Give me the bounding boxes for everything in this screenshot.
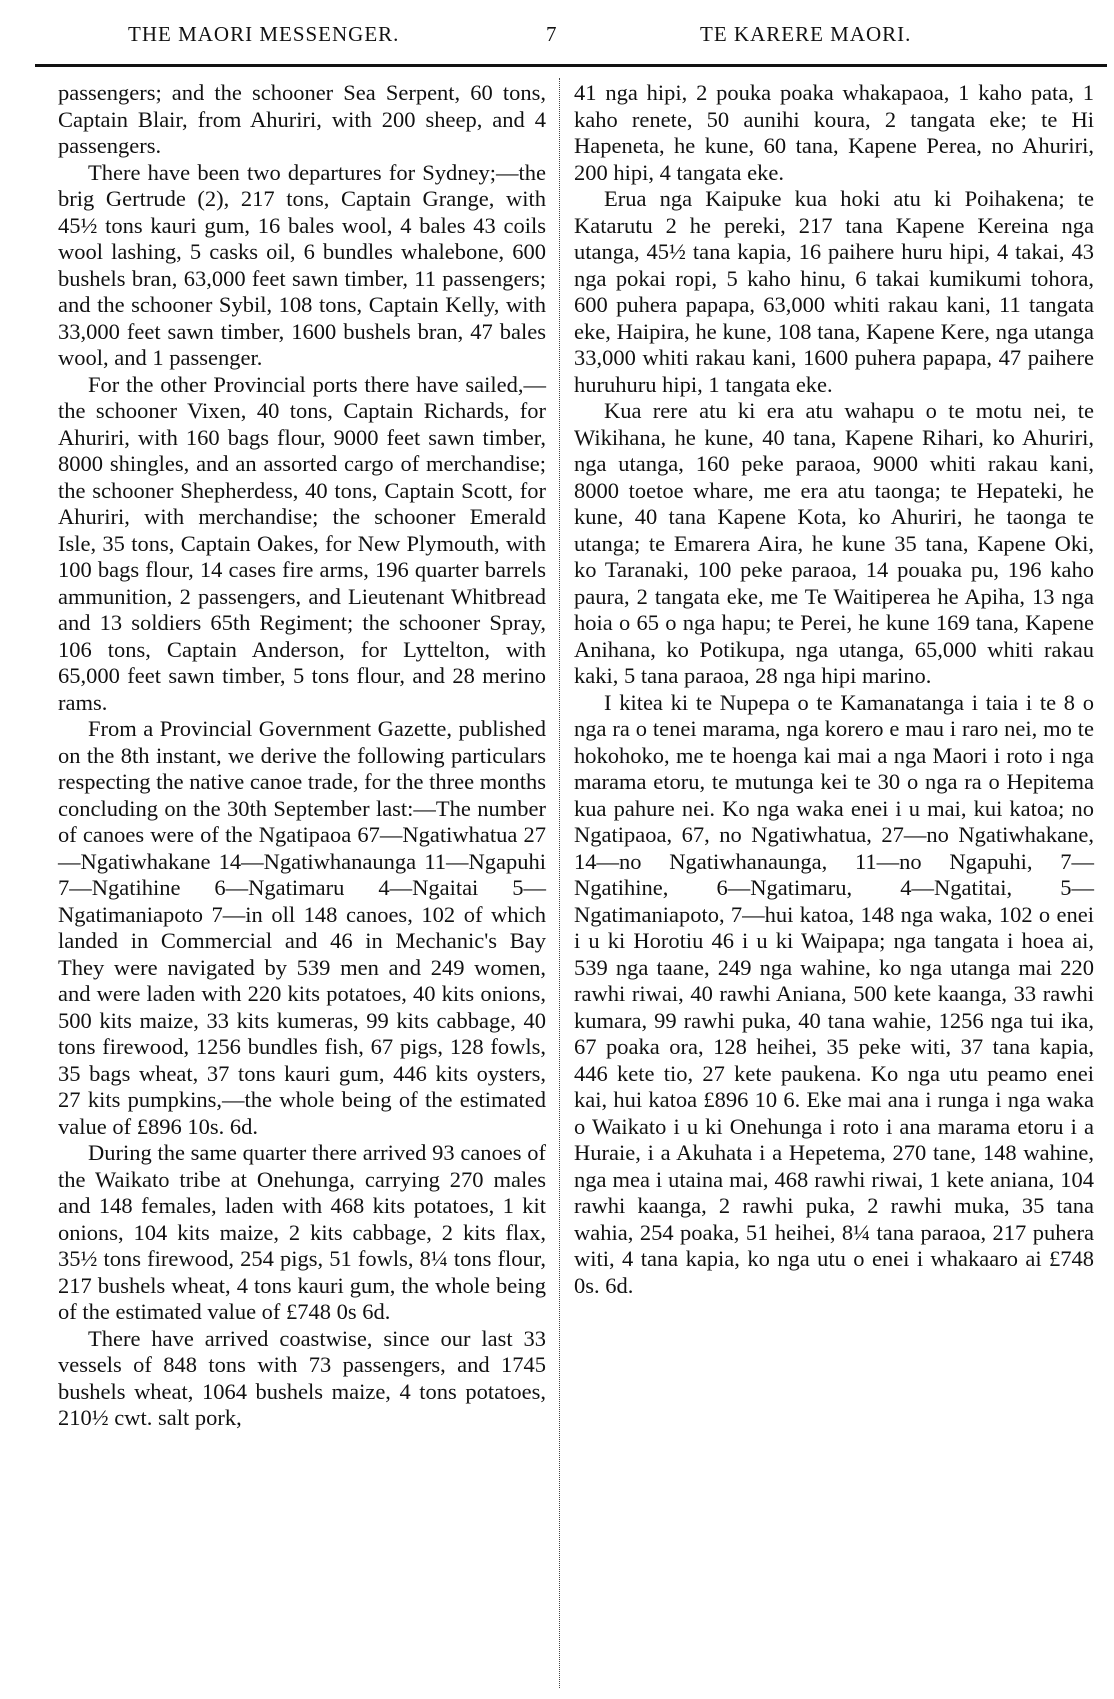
english-paragraph: There have arrived coastwise, since our last 33 vessels of 848 tons with 73 passengers, and 1745 bushels wheat, 1064 bushels maize, 4 tons potatoes, 210½ cwt. salt pork,	[58, 1325, 546, 1430]
maori-paragraph: Erua nga Kaipuke kua hoki atu ki Poihakena; te Katarutu 2 he pereki, 217 tana Kapene Kereina nga utanga, 45½ tana kapia, 16 paihere huru hipi, 4 takai, 43 nga pokai ropi, 5 kaho hinu, 6 takai kumikumi tohora, 600 puhera papapa, 63,000 whiti rakau kani, 11 tangata eke, Haipira, he kune, 108 tana, Kapene Kere, nga utanga 33,000 whiti rakau kani, 1600 puhera papapa, 47 paihere huruhuru hipi, 1 tangata eke.	[574, 186, 1094, 397]
english-column	[58, 80, 546, 1432]
page-header	[0, 22, 1114, 62]
header-maori-title: TE KARERE MAORI.	[700, 22, 912, 46]
english-paragraph: During the same quarter there arrived 93 canoes of the Waikato tribe at Onehunga, carrying 270 males and 148 females, laden with 468 kits potatoes, 1 kit onions, 104 kits maize, 2 kits cabbage, 2 kits flax, 35½ tons firewood, 254 pigs, 51 fowls, 8¼ tons flour, 217 bushels wheat, 4 tons kauri gum, the whole being of the estimated value of £748 0s 6d.	[58, 1140, 546, 1324]
maori-column	[574, 80, 1094, 1299]
maori-paragraph: I kitea ki te Nupepa o te Kamanatanga i taia i te 8 o nga ra o tenei marama, nga korero e mau i raro nei, mo te hokohoko, me te hoenga kai mai a nga Maori i roto i nga marama etoru, te mutunga kei te 30 o nga ra o Hepitema kua pahure nei. Ko nga waka enei i u mai, kui katoa; no Ngatipaoa, 67, no Ngatiwhatua, 27—no Ngatiwhakane, 14—no Ngatiwhanaunga, 11—no Ngapuhi, 7—Ngatihine, 6—Ngatimaru, 4—Ngatitai, 5—Ngatimaniapoto, 7—hui katoa, 148 nga waka, 102 o enei i u ki Horotiu 46 i u ki Waipapa; nga tangata i hoea ai, 539 nga taane, 249 nga wahine, ko nga utanga mai 220 rawhi riwai, 40 rawhi Aniana, 500 kete kaanga, 33 rawhi kumara, 99 rawhi puka, 40 tana wahie, 1256 nga tui ika, 67 poaka ora, 128 heihei, 35 peke witi, 37 tana kapia, 446 kete tio, 27 kete paukena. Ko nga utu peamo enei kai, hui katoa £896 10 6. Eke mai ana i runga i nga waka o Waikato i u ki Onehunga i roto i ana marama etoru i a Huraie, i a Akuhata i a Hepetema, 270 tane, 148 wahine, nga mea i utaina mai, 468 rawhi riwai, 1 kete aniana, 104 rawhi kaanga, 2 rawhi puka, 2 rawhi muka, 35 tana wahia, 254 poaka, 51 heihei, 8¼ tana paraoa, 217 puhera witi, 4 tana kapia, ko nga utu o enei i whakaaro ai £748 0s. 6d.	[574, 689, 1094, 1298]
english-paragraph: There have been two departures for Sydney;—the brig Gertrude (2), 217 tons, Captain Grange, with 45½ tons kauri gum, 16 bales wool, 4 bales 43 coils wool lashing, 5 casks oil, 6 bundles whalebone, 600 bushels bran, 63,000 feet sawn timber, 11 passengers; and the schooner Sybil, 108 tons, Captain Kelly, with 33,000 feet sawn timber, 1600 bushels bran, 47 bales wool, and 1 passenger.	[58, 159, 546, 370]
header-english-title: THE MAORI MESSENGER.	[128, 22, 400, 46]
header-rule	[35, 64, 1107, 67]
maori-paragraph: 41 nga hipi, 2 pouka poaka whakapaoa, 1 kaho pata, 1 kaho renete, 50 aunihi koura, 2 tangata eke; te Hi Hapeneta, he kune, 60 tana, Kapene Perea, no Ahuriri, 200 hipi, 4 tangata eke.	[574, 80, 1094, 185]
english-paragraph: From a Provincial Government Gazette, published on the 8th instant, we derive the following particulars respecting the native canoe trade, for the three months concluding on the 30th September last:—The number of canoes were of the Ngatipaoa 67—Ngatiwhatua 27—Ngatiwhakane 14—Ngatiwhanaunga 11—Ngapuhi 7—Ngatihine 6—Ngatimaru 4—Ngaitai 5—Ngatimaniapoto 7—in oll 148 canoes, 102 of which landed in Commercial and 46 in Mechanic's Bay They were navigated by 539 men and 249 women, and were laden with 220 kits potatoes, 40 kits onions, 500 kits maize, 33 kits kumeras, 99 kits cabbage, 40 tons firewood, 1256 bundles fish, 67 pigs, 128 fowls, 35 bags wheat, 37 tons kauri gum, 446 kits oysters, 27 kits pumpkins,—the whole being of the estimated value of £896 10s. 6d.	[58, 716, 546, 1139]
english-paragraph: passengers; and the schooner Sea Serpent, 60 tons, Captain Blair, from Ahuriri, with 200 sheep, and 4 passengers.	[58, 80, 546, 158]
english-paragraph: For the other Provincial ports there have sailed,—the schooner Vixen, 40 tons, Captain Richards, for Ahuriri, with 160 bags flour, 9000 feet sawn timber, 8000 shingles, and an assorted cargo of merchandise; the schooner Shepherdess, 40 tons, Captain Scott, for Ahuriri, with merchandise; the schooner Emerald Isle, 35 tons, Captain Oakes, for New Plymouth, with 100 bags flour, 14 cases fire arms, 196 quarter barrels ammunition, 2 passengers, and Lieutenant Whitbread and 13 soldiers 65th Regiment; the schooner Spray, 106 tons, Captain Anderson, for Lyttelton, with 65,000 feet sawn timber, 5 tons flour, and 28 merino rams.	[58, 371, 546, 715]
page-number: 7	[546, 22, 558, 46]
maori-paragraph: Kua rere atu ki era atu wahapu o te motu nei, te Wikihana, he kune, 40 tana, Kapene Rihari, ko Ahuriri, nga utanga, 160 peke paraoa, 9000 whiti rakau kani, 8000 toetoe whare, me era atu taonga; te Hepateki, he kune, 40 tana Kapene Kota, ko Ahuriri, he taonga te utanga; te Emarera Aira, he kune 35 tana, Kapene Oki, ko Taranaki, 100 peke paraoa, 14 pouaka pu, 196 kaho paura, 2 tangata eke, me Te Waitiperea he Apiha, 13 nga hoia o 65 o nga hapu; te Perei, he kune 169 tana, Kapene Anihana, ko Potikupa, nga utanga, 65,000 whiti rakau kaki, 5 tana paraoa, 28 nga hipi marino.	[574, 398, 1094, 688]
column-divider	[559, 78, 560, 1688]
